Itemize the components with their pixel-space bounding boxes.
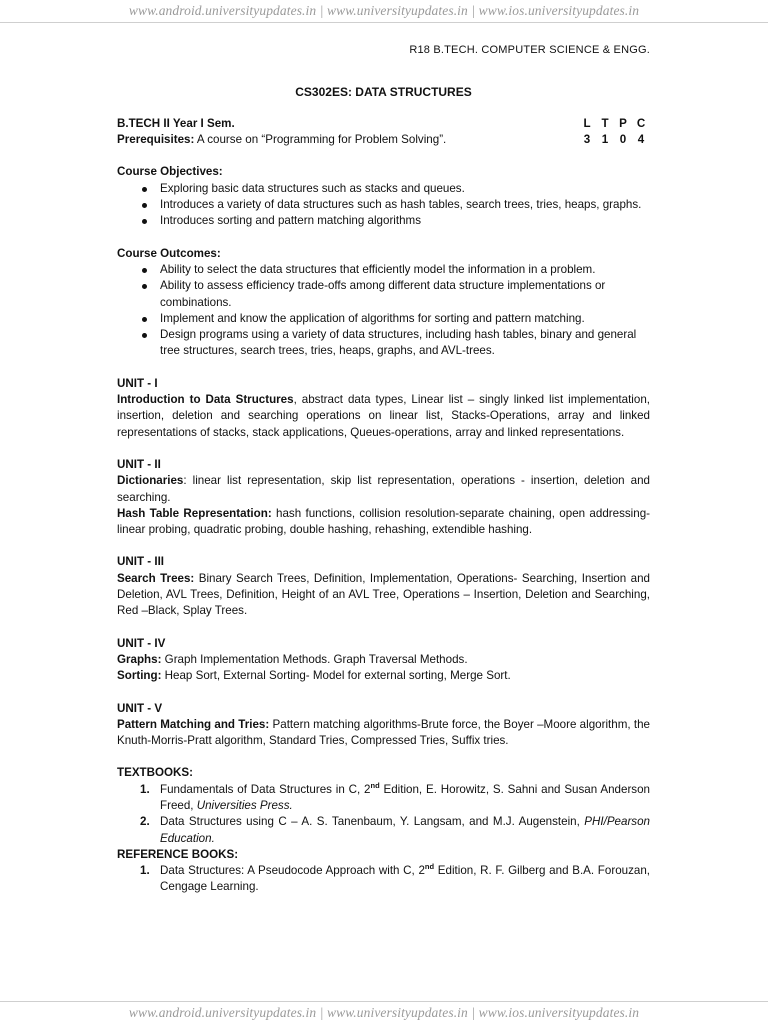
unit-title: UNIT - V xyxy=(117,701,163,715)
unit-paragraph xyxy=(117,506,650,539)
book-number: 1. xyxy=(140,782,150,796)
publisher: Universities Press. xyxy=(196,798,293,812)
publisher: PHI/Pearson Education. xyxy=(160,815,650,845)
topic-label: Dictionaries xyxy=(117,474,184,488)
unit-1 xyxy=(117,376,650,441)
edition-superscript: nd xyxy=(424,862,435,872)
book-text: Data Structures: A Pseudocode Approach with C, 2 xyxy=(160,864,425,878)
ltpc-value-c: 4 xyxy=(637,132,645,146)
year-label: B.TECH II Year I Sem. xyxy=(117,116,235,130)
watermark-bottom: www.android.universityupdates.in | www.universityupdates.in | www.ios.universityupdates.in xyxy=(128,1005,640,1020)
ltpc-value-t: 1 xyxy=(601,132,609,146)
unit-paragraph xyxy=(117,473,650,506)
list-item: Ability to select the data structures that efficiently model the information in a problem. xyxy=(160,262,650,278)
ltpc-label-l: L xyxy=(583,116,591,130)
topic-text: : linear list representation, skip list representation, operations - insertion, deletion and searching. xyxy=(117,474,650,504)
topic-text: hash functions, collision resolution-separate chaining, open addressing-linear probing, quadratic probing, double hashing, rehashing, extendible hashing. xyxy=(117,506,650,537)
ltpc-label-p: P xyxy=(619,116,627,130)
prerequisites-text: A course on “Programming for Problem Solving”. xyxy=(194,133,447,147)
unit-title: UNIT - I xyxy=(117,376,158,390)
topic-label: Pattern Matching and Tries: xyxy=(117,717,270,731)
topic-text: Graph Implementation Methods. Graph Traversal Methods. xyxy=(161,652,468,666)
regulation-label: R18 B.TECH. COMPUTER SCIENCE & ENGG. xyxy=(409,44,650,56)
list-item: Implement and know the application of algorithms for sorting and pattern matching. xyxy=(160,311,650,327)
reference-books xyxy=(117,847,650,896)
course-outcomes xyxy=(117,246,650,360)
book-number: 2. xyxy=(140,815,150,829)
objectives-list xyxy=(117,181,650,230)
book-text: Fundamentals of Data Structures in C, 2 xyxy=(160,782,371,796)
objectives-heading: Course Objectives: xyxy=(117,165,223,179)
unit-paragraph xyxy=(117,571,650,620)
unit-paragraph xyxy=(117,652,650,668)
prerequisites xyxy=(117,132,537,148)
header-divider xyxy=(0,22,768,23)
topic-text: Pattern matching algorithms-Brute force, the Boyer –Moore algorithm, the Knuth-Morris-Pratt algorithm, Standard Tries, Compressed Tries, Suffix tries. xyxy=(117,717,650,748)
watermark-top: www.android.universityupdates.in | www.universityupdates.in | www.ios.universityupdates.in xyxy=(128,3,640,18)
unit-4 xyxy=(117,636,650,685)
unit-paragraph xyxy=(117,392,650,441)
book-text: Data Structures using C – A. S. Tanenbaum, Y. Langsam, and M.J. Augenstein, xyxy=(160,815,585,829)
book-item xyxy=(140,780,651,815)
ltpc-labels xyxy=(578,116,650,132)
footer-divider xyxy=(0,1001,768,1002)
edition-superscript: nd xyxy=(370,780,380,790)
unit-paragraph xyxy=(117,668,650,684)
references-heading: REFERENCE BOOKS: xyxy=(117,847,239,861)
topic-text: , abstract data types, Linear list – singly linked list implementation, insertion, deletion and searching operations on linear list, Stacks-Operations, array and linked representations of stacks, stack applications, Queues-operations, array and linked representations. xyxy=(117,393,650,439)
topic-text: Heap Sort, External Sorting- Model for external sorting, Merge Sort. xyxy=(161,669,511,683)
outcomes-heading: Course Outcomes: xyxy=(117,246,221,260)
list-item: Ability to assess efficiency trade-offs among different data structure implementations or combinations. xyxy=(160,278,650,311)
outcomes-list xyxy=(117,262,650,360)
list-item: Exploring basic data structures such as stacks and queues. xyxy=(160,181,650,197)
book-number: 1. xyxy=(140,864,150,878)
topic-label: Graphs: xyxy=(117,652,162,666)
course-objectives xyxy=(117,164,650,229)
topic-label: Search Trees: xyxy=(117,571,195,585)
ltpc-value-l: 3 xyxy=(583,132,591,146)
book-item xyxy=(140,814,650,847)
list-item: Introduces a variety of data structures such as hash tables, search trees, tries, heaps, graphs. xyxy=(160,197,650,213)
syllabus-page xyxy=(117,40,650,896)
ltpc-label-t: T xyxy=(601,116,609,130)
ltpc-table xyxy=(578,116,650,149)
textbooks xyxy=(117,765,650,846)
ltpc-values xyxy=(578,132,650,148)
list-item: Design programs using a variety of data structures, including hash tables, binary and general tree structures, search trees, tries, heaps, graphs, and AVL-trees. xyxy=(160,327,650,360)
ltpc-value-p: 0 xyxy=(619,132,627,146)
book-item xyxy=(140,862,650,896)
unit-paragraph xyxy=(117,717,650,750)
unit-3 xyxy=(117,554,650,619)
unit-5 xyxy=(117,701,650,750)
list-item: Introduces sorting and pattern matching algorithms xyxy=(160,213,650,229)
topic-label: Introduction to Data Structures xyxy=(117,393,294,407)
topic-label: Hash Table Representation: xyxy=(117,506,272,520)
unit-title: UNIT - II xyxy=(117,457,161,471)
unit-2 xyxy=(117,457,650,538)
course-title: CS302ES: DATA STRUCTURES xyxy=(295,85,472,100)
book-text: Edition, R. F. Gilberg and B.A. Forouzan, Cengage Learning. xyxy=(160,864,650,894)
topic-label: Sorting: xyxy=(117,669,162,683)
unit-title: UNIT - IV xyxy=(117,636,166,650)
unit-title: UNIT - III xyxy=(117,555,165,569)
book-text: Edition, E. Horowitz, S. Sahni and Susan Anderson Freed, xyxy=(160,782,651,812)
textbooks-heading: TEXTBOOKS: xyxy=(117,766,194,780)
references-list xyxy=(117,863,650,896)
ltpc-label-c: C xyxy=(636,116,646,130)
prerequisites-label: Prerequisites: xyxy=(117,133,195,147)
textbooks-list xyxy=(117,782,650,847)
topic-text: Binary Search Trees, Definition, Implementation, Operations- Searching, Insertion and Deletion, AVL Trees, Definition, Height of an AVL Tree, Operations – Insertion, Deletion and Searching, Red –Black, Splay Trees. xyxy=(117,571,650,618)
